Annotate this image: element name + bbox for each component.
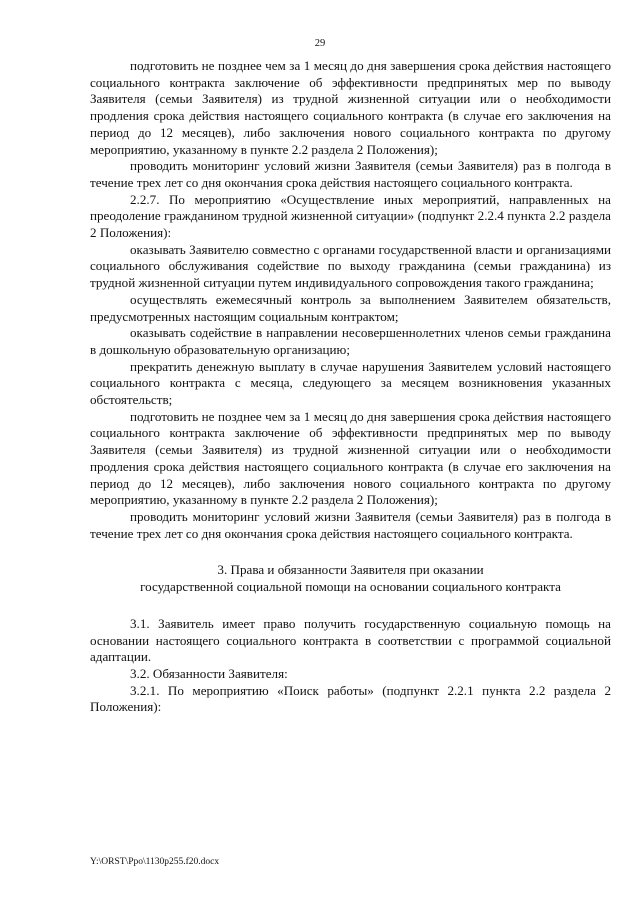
paragraph: подготовить не позднее чем за 1 месяц до дня завершения срока действия настоящего социального контракта заключение об эффективности предпринятых мер по выводу Заявителя (семьи Заявителя) из трудной жизненной ситуации или о необходимости продления срока действия настоящего социального контракта (в случае его заключения на период до 12 месяцев), либо заключения нового социального контракта по другому мероприятию, указанному в пункте 2.2 раздела 2 Положения); bbox=[90, 58, 611, 157]
paragraph: проводить мониторинг условий жизни Заявителя (семьи Заявителя) раз в полгода в течение трех лет со дня окончания срока действия настоящего социального контракта. bbox=[90, 158, 611, 190]
page-number: 29 bbox=[314, 38, 326, 49]
paragraph: прекратить денежную выплату в случае нарушения Заявителем условий настоящего социального контракта с месяца, следующего за месяцем возникновения указанных обстоятельств; bbox=[90, 358, 611, 408]
section-heading bbox=[90, 562, 611, 595]
paragraph: 3.2.1. По мероприятию «Поиск работы» (подпункт 2.2.1 пункта 2.2 раздела 2 Положения): bbox=[90, 682, 611, 715]
paragraph: оказывать содействие в направлении несовершеннолетних членов семьи гражданина в дошкольную образовательную организацию; bbox=[90, 325, 611, 357]
paragraph: 2.2.7. По мероприятию «Осуществление иных мероприятий, направленных на преодоление гражданином трудной жизненной ситуации» (подпункт 2.2.4 пункта 2.2 раздела 2 Положения): bbox=[90, 191, 611, 241]
section-heading-line-1: 3. Права и обязанности Заявителя при оказании bbox=[217, 562, 484, 578]
paragraph: осуществлять ежемесячный контроль за выполнением Заявителем обязательств, предусмотренных настоящим социальным контрактом; bbox=[90, 291, 611, 324]
paragraph: проводить мониторинг условий жизни Заявителя (семьи Заявителя) раз в полгода в течение трех лет со дня окончания срока действия настоящего социального контракта. bbox=[90, 508, 611, 541]
section-heading-line-2: государственной социальной помощи на основании социального контракта bbox=[140, 579, 561, 595]
document-body bbox=[90, 58, 611, 716]
paragraph: подготовить не позднее чем за 1 месяц до дня завершения срока действия настоящего социального контракта заключение об эффективности предпринятых мер по выводу Заявителя (семьи Заявителя) из трудной жизненной ситуации или о необходимости продления срока действия настоящего социального контракта (в случае его заключения на период до 12 месяцев), либо заключения нового социального контракта по другому мероприятию, указанному в пункте 2.2 раздела 2 Положения); bbox=[90, 408, 611, 508]
paragraph: 3.2. Обязанности Заявителя: bbox=[130, 665, 288, 681]
paragraph: 3.1. Заявитель имеет право получить государственную социальную помощь на основании настоящего социального контракта в соответствии с программой социальной адаптации. bbox=[90, 615, 611, 665]
footer-file-path: Y:\ORST\Ppo\1130p255.f20.docx bbox=[90, 857, 220, 867]
paragraph: оказывать Заявителю совместно с органами государственной власти и организациями социального обслуживания содействие по выходу гражданина (семьи гражданина) из трудной жизненной ситуации путем индивидуального сопровождения такого гражданина; bbox=[90, 241, 611, 291]
